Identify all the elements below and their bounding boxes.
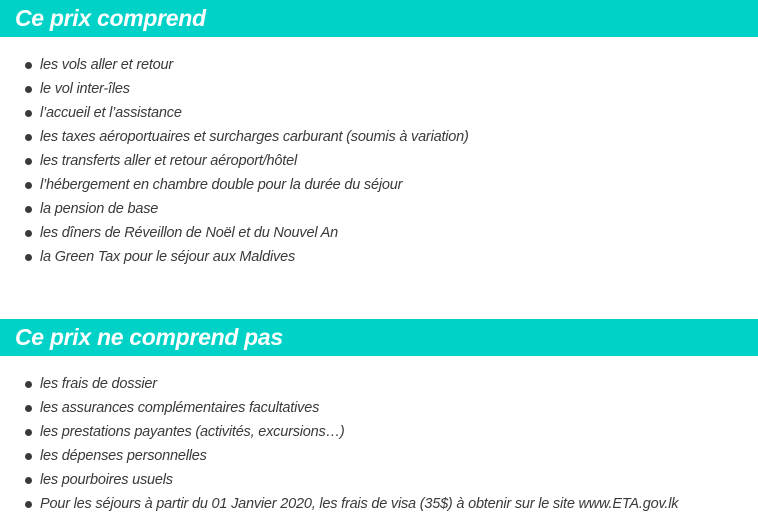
excluded-section-title: Ce prix ne comprend pas — [15, 324, 283, 350]
included-items-list — [0, 53, 469, 269]
bullet-icon — [25, 230, 32, 237]
list-item-text: les prestations payantes (activités, excursions…) — [40, 424, 345, 440]
bullet-icon — [25, 429, 32, 436]
bullet-icon — [25, 453, 32, 460]
included-list-item — [0, 173, 469, 197]
excluded-list-item — [0, 420, 678, 444]
included-list-item — [0, 77, 469, 101]
excluded-items-list — [0, 372, 678, 516]
included-list-item — [0, 197, 469, 221]
bullet-icon — [25, 206, 32, 213]
list-item-text: la pension de base — [40, 201, 159, 217]
included-list-item — [0, 221, 469, 245]
list-item-text: les vols aller et retour — [40, 57, 174, 73]
bullet-icon — [25, 134, 32, 141]
list-item-text: l’accueil et l’assistance — [40, 105, 182, 121]
bullet-icon — [25, 381, 32, 388]
list-item-text: les transferts aller et retour aéroport/hôtel — [40, 153, 297, 169]
included-section-title: Ce prix comprend — [15, 5, 206, 31]
list-item-text: les assurances complémentaires facultatives — [40, 400, 320, 416]
excluded-section-header — [0, 319, 758, 356]
bullet-icon — [25, 501, 32, 508]
excluded-list-item — [0, 492, 678, 516]
list-item-text: les frais de dossier — [40, 376, 157, 392]
bullet-icon — [25, 62, 32, 69]
bullet-icon — [25, 86, 32, 93]
bullet-icon — [25, 182, 32, 189]
list-item-text: le vol inter-îles — [40, 81, 130, 97]
list-item-text: l’hébergement en chambre double pour la durée du séjour — [40, 177, 403, 193]
excluded-list-item — [0, 468, 678, 492]
list-item-text: Pour les séjours à partir du 01 Janvier 2020, les frais de visa (35$) à obtenir sur le site www.ETA.gov.lk — [40, 496, 679, 512]
list-item-text: la Green Tax pour le séjour aux Maldives — [40, 249, 296, 265]
list-item-text: les dépenses personnelles — [40, 448, 207, 464]
excluded-list-item — [0, 444, 678, 468]
included-list-item — [0, 125, 469, 149]
bullet-icon — [25, 158, 32, 165]
bullet-icon — [25, 110, 32, 117]
included-list-item — [0, 149, 469, 173]
included-list-item — [0, 101, 469, 125]
excluded-list-item — [0, 372, 678, 396]
included-list-item — [0, 53, 469, 77]
included-list-item — [0, 245, 469, 269]
list-item-text: les taxes aéroportuaires et surcharges carburant (soumis à variation) — [40, 129, 469, 145]
bullet-icon — [25, 405, 32, 412]
bullet-icon — [25, 254, 32, 261]
included-section-header — [0, 0, 758, 37]
bullet-icon — [25, 477, 32, 484]
list-item-text: les pourboires usuels — [40, 472, 173, 488]
list-item-text: les dîners de Réveillon de Noël et du Nouvel An — [40, 225, 338, 241]
excluded-list-item — [0, 396, 678, 420]
